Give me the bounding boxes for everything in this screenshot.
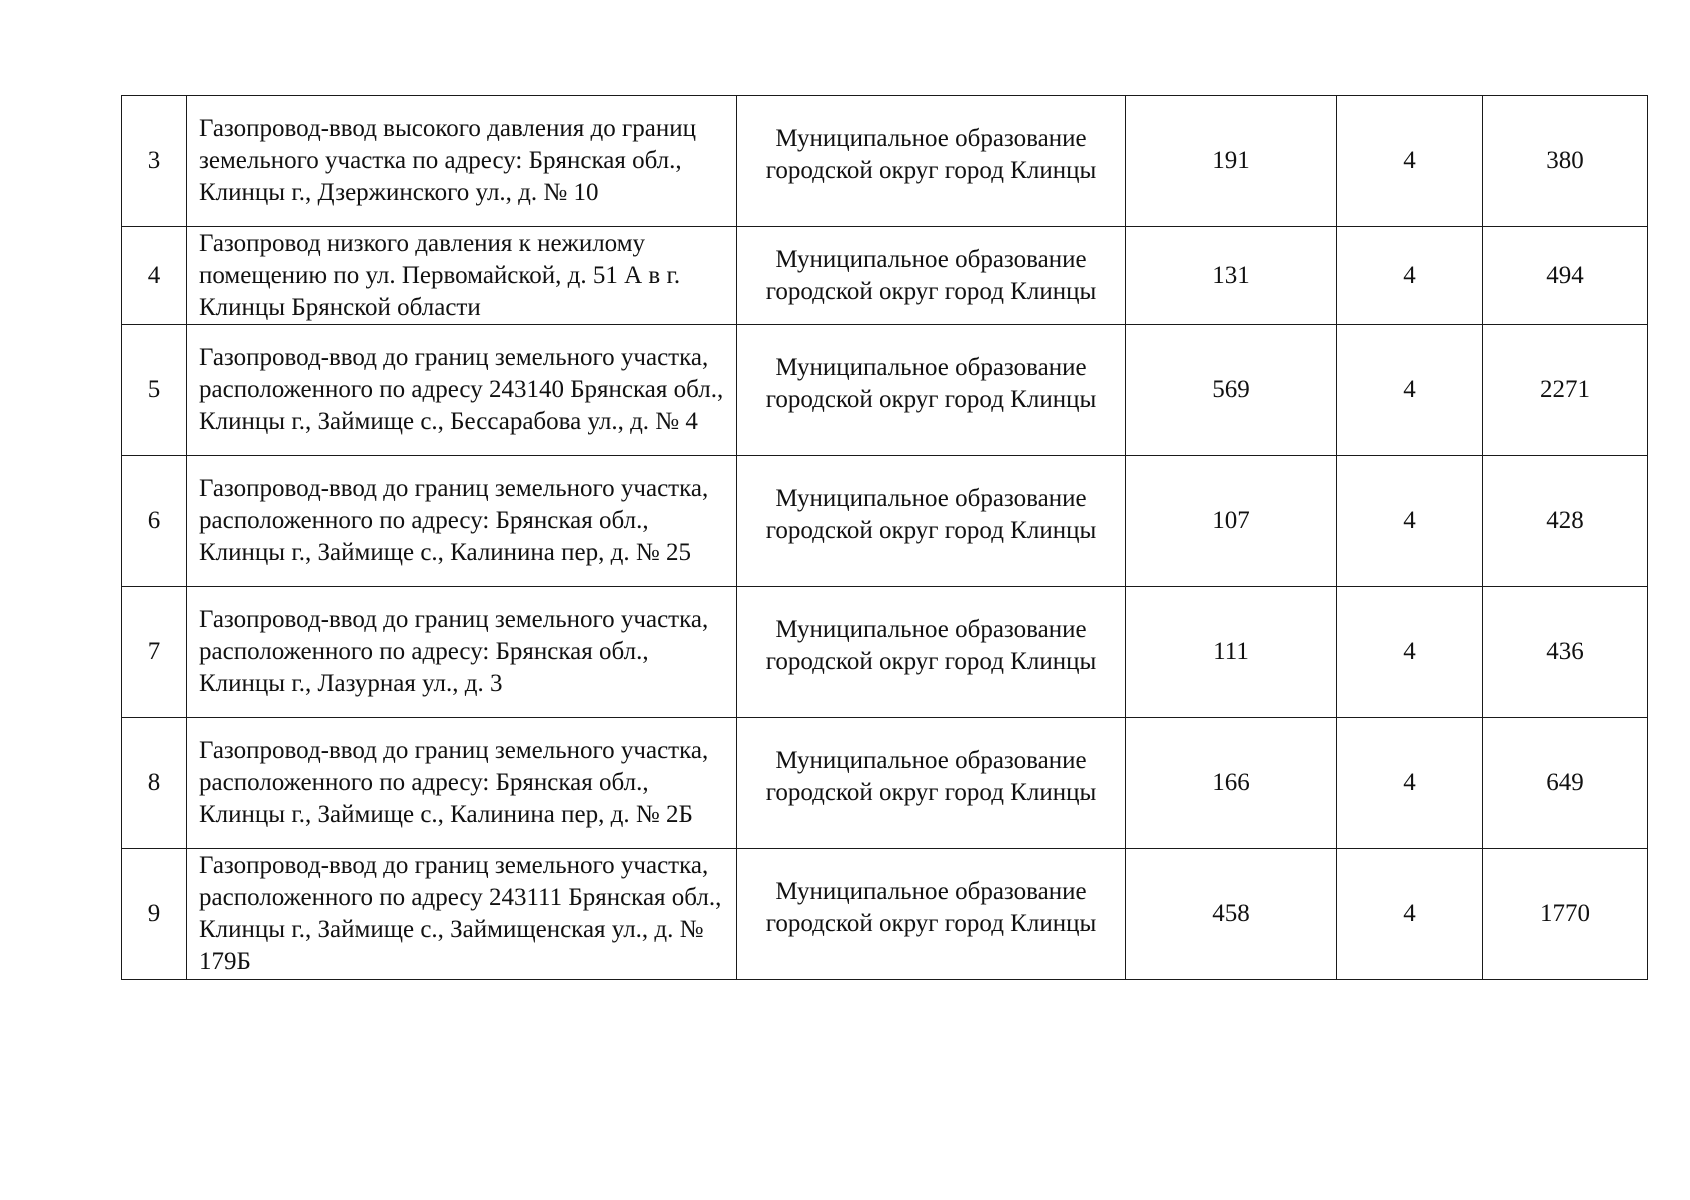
category-value: 4: [1337, 325, 1483, 456]
amount-value: 428: [1483, 456, 1648, 587]
amount-value: 2271: [1483, 325, 1648, 456]
row-number: 6: [122, 456, 187, 587]
table-row: [122, 96, 1648, 227]
row-number: 8: [122, 718, 187, 849]
table-row: [122, 587, 1648, 718]
category-value: 4: [1337, 718, 1483, 849]
object-name: Газопровод низкого давления к нежилому помещению по ул. Первомайской, д. 51 А в г. Клинцы Брянской области: [187, 227, 737, 325]
row-number: 5: [122, 325, 187, 456]
owner: Муниципальное образование городской округ город Клинцы: [737, 96, 1126, 227]
object-name: Газопровод-ввод до границ земельного участка, расположенного по адресу: Брянская обл., Клинцы г., Займище с., Калинина пер, д. № 2Б: [187, 718, 737, 849]
row-number: 4: [122, 227, 187, 325]
length-value: 569: [1126, 325, 1337, 456]
row-number: 3: [122, 96, 187, 227]
owner: Муниципальное образование городской округ город Клинцы: [737, 587, 1126, 718]
category-value: 4: [1337, 227, 1483, 325]
table-row: [122, 227, 1648, 325]
amount-value: 380: [1483, 96, 1648, 227]
gas-pipeline-table: [121, 95, 1648, 980]
row-number: 7: [122, 587, 187, 718]
object-name: Газопровод-ввод высокого давления до границ земельного участка по адресу: Брянская обл., Клинцы г., Дзержинского ул., д. № 10: [187, 96, 737, 227]
owner: Муниципальное образование городской округ город Клинцы: [737, 849, 1126, 980]
length-value: 458: [1126, 849, 1337, 980]
length-value: 111: [1126, 587, 1337, 718]
length-value: 166: [1126, 718, 1337, 849]
owner: Муниципальное образование городской округ город Клинцы: [737, 718, 1126, 849]
category-value: 4: [1337, 96, 1483, 227]
owner: Муниципальное образование городской округ город Клинцы: [737, 227, 1126, 325]
owner: Муниципальное образование городской округ город Клинцы: [737, 456, 1126, 587]
amount-value: 1770: [1483, 849, 1648, 980]
length-value: 191: [1126, 96, 1337, 227]
row-number: 9: [122, 849, 187, 980]
table-row: [122, 718, 1648, 849]
amount-value: 649: [1483, 718, 1648, 849]
object-name: Газопровод-ввод до границ земельного участка, расположенного по адресу: Брянская обл., Клинцы г., Займище с., Калинина пер, д. № 25: [187, 456, 737, 587]
length-value: 107: [1126, 456, 1337, 587]
table-row: [122, 325, 1648, 456]
category-value: 4: [1337, 456, 1483, 587]
object-name: Газопровод-ввод до границ земельного участка, расположенного по адресу 243140 Брянская обл., Клинцы г., Займище с., Бессарабова ул., д. № 4: [187, 325, 737, 456]
owner: Муниципальное образование городской округ город Клинцы: [737, 325, 1126, 456]
category-value: 4: [1337, 849, 1483, 980]
category-value: 4: [1337, 587, 1483, 718]
object-name: Газопровод-ввод до границ земельного участка, расположенного по адресу 243111 Брянская обл., Клинцы г., Займище с., Займищенская ул., д. № 179Б: [187, 849, 737, 980]
table-row: [122, 456, 1648, 587]
table-row: [122, 849, 1648, 980]
amount-value: 494: [1483, 227, 1648, 325]
amount-value: 436: [1483, 587, 1648, 718]
length-value: 131: [1126, 227, 1337, 325]
object-name: Газопровод-ввод до границ земельного участка, расположенного по адресу: Брянская обл., Клинцы г., Лазурная ул., д. 3: [187, 587, 737, 718]
